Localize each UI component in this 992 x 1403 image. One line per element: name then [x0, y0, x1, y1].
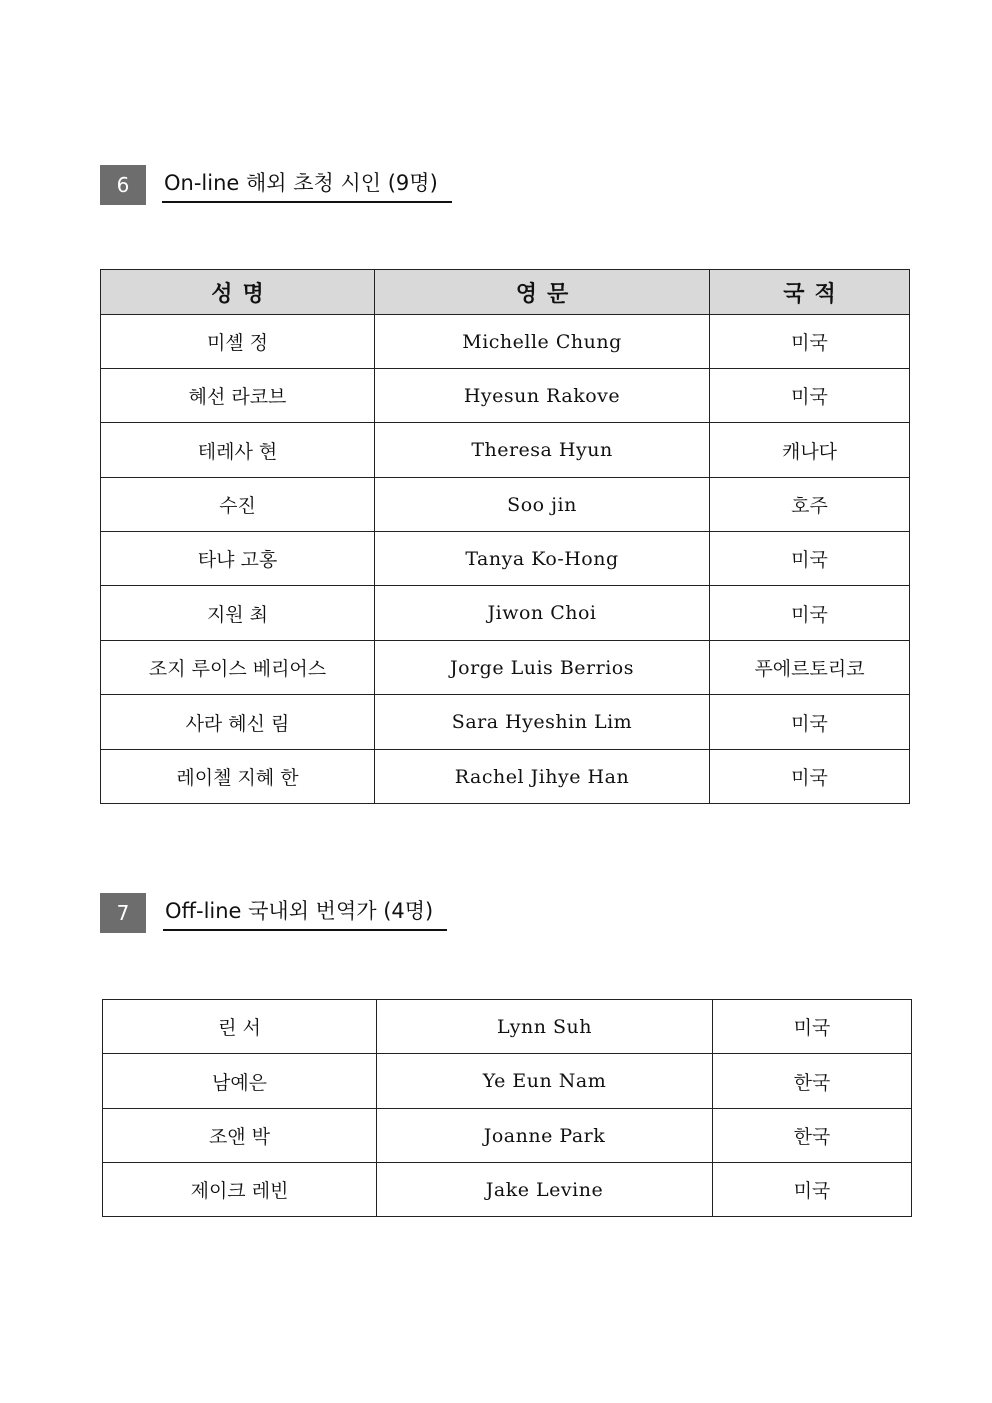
nationality-cell: 미국: [710, 315, 910, 369]
korean-name-cell: 레이첼 지혜 한: [101, 750, 375, 804]
table-row: [103, 1000, 912, 1054]
table-row: [103, 1109, 912, 1163]
table-row: [103, 1054, 912, 1109]
section-7-title: Off-line 국내외 번역가 (4명): [163, 896, 447, 931]
korean-name-cell: 남예은: [103, 1054, 377, 1109]
korean-name-cell: 조앤 박: [103, 1109, 377, 1163]
table-row: [101, 532, 910, 586]
table-row: [101, 315, 910, 369]
header-name: 성명: [101, 270, 375, 315]
english-name-cell: Rachel Jihye Han: [375, 750, 710, 804]
english-name-cell: Jake Levine: [377, 1163, 713, 1217]
poets-table: [100, 269, 910, 804]
korean-name-cell: 혜선 라코브: [101, 369, 375, 423]
korean-name-cell: 제이크 레빈: [103, 1163, 377, 1217]
korean-name-cell: 린 서: [103, 1000, 377, 1054]
nationality-cell: 미국: [710, 532, 910, 586]
korean-name-cell: 조지 루이스 베리어스: [101, 641, 375, 695]
nationality-cell: 한국: [713, 1054, 912, 1109]
header-english: 영문: [375, 270, 710, 315]
table-row: [101, 695, 910, 750]
nationality-cell: 미국: [710, 586, 910, 641]
korean-name-cell: 사라 혜신 림: [101, 695, 375, 750]
korean-name-cell: 수진: [101, 478, 375, 532]
nationality-cell: 미국: [713, 1163, 912, 1217]
korean-name-cell: 미셸 정: [101, 315, 375, 369]
nationality-cell: 미국: [710, 695, 910, 750]
korean-name-cell: 지원 최: [101, 586, 375, 641]
nationality-cell: 한국: [713, 1109, 912, 1163]
translators-table: [102, 999, 912, 1217]
table-row: [101, 423, 910, 478]
english-name-cell: Jiwon Choi: [375, 586, 710, 641]
english-name-cell: Ye Eun Nam: [377, 1054, 713, 1109]
nationality-cell: 푸에르토리코: [710, 641, 910, 695]
english-name-cell: Sara Hyeshin Lim: [375, 695, 710, 750]
nationality-cell: 호주: [710, 478, 910, 532]
section-6-number: 6: [100, 165, 146, 205]
english-name-cell: Jorge Luis Berrios: [375, 641, 710, 695]
english-name-cell: Joanne Park: [377, 1109, 713, 1163]
english-name-cell: Soo jin: [375, 478, 710, 532]
korean-name-cell: 테레사 현: [101, 423, 375, 478]
table-row: [101, 750, 910, 804]
nationality-cell: 미국: [713, 1000, 912, 1054]
section-6-title: On-line 해외 초청 시인 (9명): [162, 168, 452, 203]
english-name-cell: Lynn Suh: [377, 1000, 713, 1054]
table-row: [101, 586, 910, 641]
table-row: [101, 641, 910, 695]
nationality-cell: 미국: [710, 750, 910, 804]
nationality-cell: 미국: [710, 369, 910, 423]
english-name-cell: Hyesun Rakove: [375, 369, 710, 423]
korean-name-cell: 타냐 고홍: [101, 532, 375, 586]
nationality-cell: 캐나다: [710, 423, 910, 478]
table-row: [101, 369, 910, 423]
header-nationality: 국적: [710, 270, 910, 315]
english-name-cell: Theresa Hyun: [375, 423, 710, 478]
english-name-cell: Michelle Chung: [375, 315, 710, 369]
table-row: [101, 478, 910, 532]
english-name-cell: Tanya Ko-Hong: [375, 532, 710, 586]
table-header-row: [101, 270, 910, 315]
section-7-number: 7: [100, 893, 146, 933]
table-row: [103, 1163, 912, 1217]
